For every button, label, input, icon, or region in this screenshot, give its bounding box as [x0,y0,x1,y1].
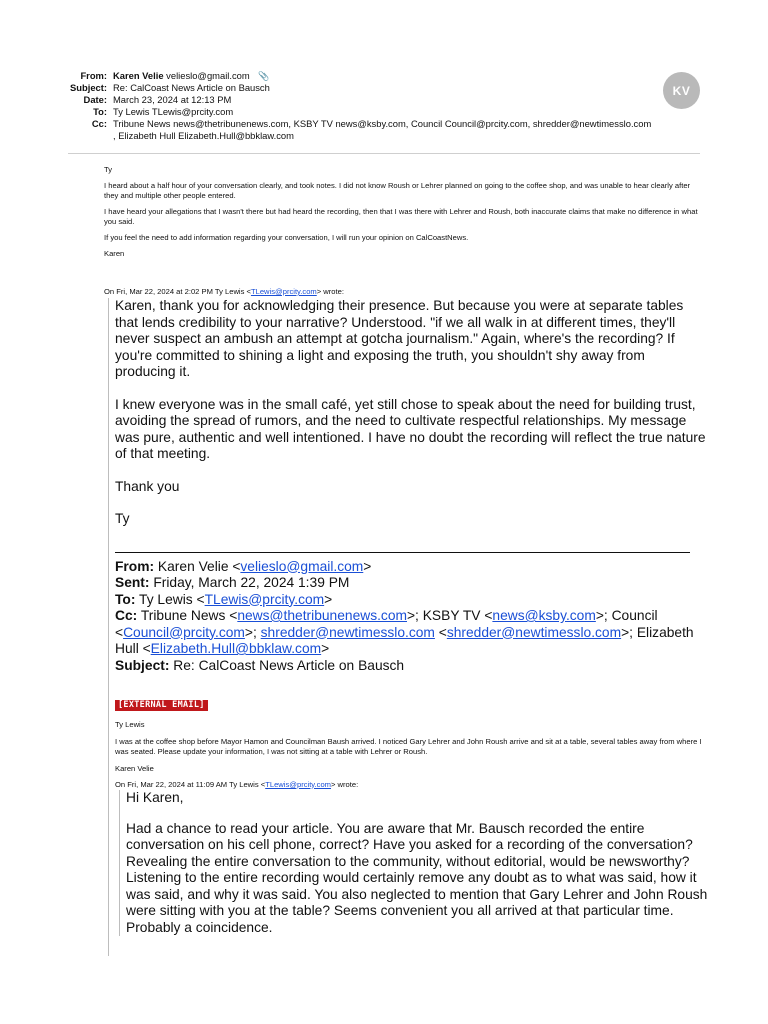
cc-row [0,118,700,142]
fwd-cc-text-g: > [321,641,330,656]
external-email-badge: [EXTERNAL EMAIL] [115,700,208,711]
nested-quoted-message [119,790,708,936]
inner-greeting: Ty Lewis [115,720,145,729]
fwd-to-line [115,592,708,609]
fwd-from-line [115,559,708,576]
inner-attribution-email-link[interactable]: TLewis@prcity.com [265,779,331,789]
fwd-subject-value: Re: CalCoast News Article on Bausch [169,657,405,673]
fwd-sent-line [115,575,708,592]
header-divider [68,153,700,154]
cc-label: Cc: [91,118,107,129]
fwd-cc-text-e: < [434,624,447,640]
subject-value: Re: CalCoast News Article on Bausch [113,82,270,93]
date-value: March 23, 2024 at 12:13 PM [113,94,232,105]
body-signoff: Karen [104,249,125,259]
fwd-from-name: Karen Velie < [154,558,241,574]
quoted-message [108,298,708,956]
fwd-to-label: To: [115,591,136,607]
inner-message [115,720,708,789]
body-greeting: Ty [104,165,113,174]
nested-quote-paragraph: Had a chance to read your article. You are aware that Mr. Bausch recorded the entire conversation on his cell phone, correct? Have you asked for a recording of the conversation? Revealing the entire conversation to the community, without editorial, would be newsworthy? Listening to the entire recording would certainly remove any doubt as to what was said, how it was said, and why it was said. You also neglected to mention that Gary Lehrer and John Roush were sitting with you at the table? Seems convenient you all arrived at that particular time. Probably a coincidence. [126,820,708,935]
fwd-to-email-link[interactable]: TLewis@prcity.com [204,591,325,607]
quote-paragraph-3: Thank you [115,478,180,494]
to-value[interactable]: Ty Lewis TLewis@prcity.com [113,106,234,117]
fwd-from-label: From: [115,558,155,574]
date-row [0,94,700,106]
to-label: To: [93,106,107,117]
date-label: Date: [83,94,107,105]
quote-paragraph-4: Ty [115,511,130,526]
fwd-cc-label: Cc: [115,608,138,623]
fwd-from-email-link[interactable]: velieslo@gmail.com [240,558,364,574]
to-row [0,106,700,118]
sender-name: Karen Velie [113,70,164,81]
fwd-cc-email-link[interactable]: Elizabeth.Hull@bbklaw.com [150,641,322,656]
fwd-from-end: > [363,558,372,574]
fwd-to-name: Ty Lewis < [135,591,205,607]
avatar: KV [663,72,700,109]
reply-body [104,165,704,266]
fwd-to-end: > [324,591,333,607]
quote-attribution [104,287,344,296]
body-paragraph-2: I have heard your allegations that I wasn't there but had heard the recording, then that I was there with Lehrer and Roush, both inaccurate claims that make no difference in what you said. [104,207,698,226]
attribution-prefix: On Fri, Mar 22, 2024 at 2:02 PM Ty Lewis < [104,287,251,296]
fwd-cc-email-link[interactable]: news@ksby.com [492,608,596,623]
fwd-subject-line [115,658,708,675]
inner-attribution-prefix: On Fri, Mar 22, 2024 at 11:09 AM Ty Lewis < [115,779,266,789]
fwd-cc-text-c: >; Council < [115,608,658,640]
email-header [0,70,700,142]
fwd-sent-label: Sent: [115,575,150,590]
fwd-cc-text-a: Tribune News < [137,608,238,623]
fwd-cc-line [115,608,708,658]
fwd-cc-text-f: >; Elizabeth Hull < [115,624,694,656]
inner-paragraph-1: I was at the coffee shop before Mayor Hamon and Councilman Baush arrived. I noticed Gary Lehrer and John Roush arrive and sit at a table, several tables away from where I was seated. Please update your information, I was not sitting at a table with Lehrer or Roush. [115,737,702,756]
body-paragraph-3: If you feel the need to add information regarding your conversation, I will run your opinion on CalCoastNews. [104,233,469,243]
subject-row [0,82,700,94]
fwd-subject-label: Subject: [115,657,170,673]
paperclip-icon[interactable]: 📎 [258,71,270,81]
fwd-cc-email-link[interactable]: shredder@newtimesslo.com [260,624,435,640]
subject-label: Subject: [70,82,107,93]
quote-paragraph-1: Karen, thank you for acknowledging their presence. But because you were at separate tables that lends credibility to your narrative? Understood. "if we all walk in at different times, they'll never suspect an ambush an attempt at gotcha journalism." Again, where's the recording? If you're committed to shining a light and exposing the truth, you shouldn't shy away from producing it. [115,298,684,379]
cc-value-line2[interactable]: , Elizabeth Hull Elizabeth.Hull@bbklaw.com [113,130,294,141]
nested-quote-greeting: Hi Karen, [126,790,184,806]
inner-signoff: Karen Velie [115,764,154,774]
inner-attribution-suffix: > wrote: [331,779,359,789]
forward-divider [115,552,690,553]
quote-paragraph-2: I knew everyone was in the small café, yet still chose to speak about the need for building trust, avoiding the spread of rumors, and the need to cultivate respectful relationships. My message was pure, authentic and well intentioned. I have no doubt the recording will reflect the true nature of that meeting. [115,396,706,461]
fwd-cc-email-link[interactable]: news@thetribunenews.com [237,608,407,623]
body-paragraph-1: I heard about a half hour of your conversation clearly, and took notes. I did not know Roush or Lehrer planned on going to the coffee shop, and was unable to hear clearly after they and multiple other people entered. [104,181,691,200]
inner-quote-attribution [115,780,708,789]
fwd-cc-text-b: >; KSBY TV < [407,608,493,623]
fwd-sent-value: Friday, March 22, 2024 1:39 PM [149,575,350,590]
fwd-cc-text-d: >; [244,624,261,640]
attribution-email-link[interactable]: TLewis@prcity.com [250,287,317,296]
from-label: From: [80,70,107,81]
cc-value-line1[interactable]: Tribune News news@thetribunenews.com, KSBY TV news@ksby.com, Council Council@prcity.com, shredder@newtimesslo.com [113,118,652,129]
sender-email[interactable]: velieslo@gmail.com [166,70,250,81]
attribution-suffix: > wrote: [316,287,344,296]
from-row [0,70,700,82]
fwd-cc-email-link[interactable]: Council@prcity.com [123,624,245,640]
fwd-cc-email-link[interactable]: shredder@newtimesslo.com [446,624,622,640]
